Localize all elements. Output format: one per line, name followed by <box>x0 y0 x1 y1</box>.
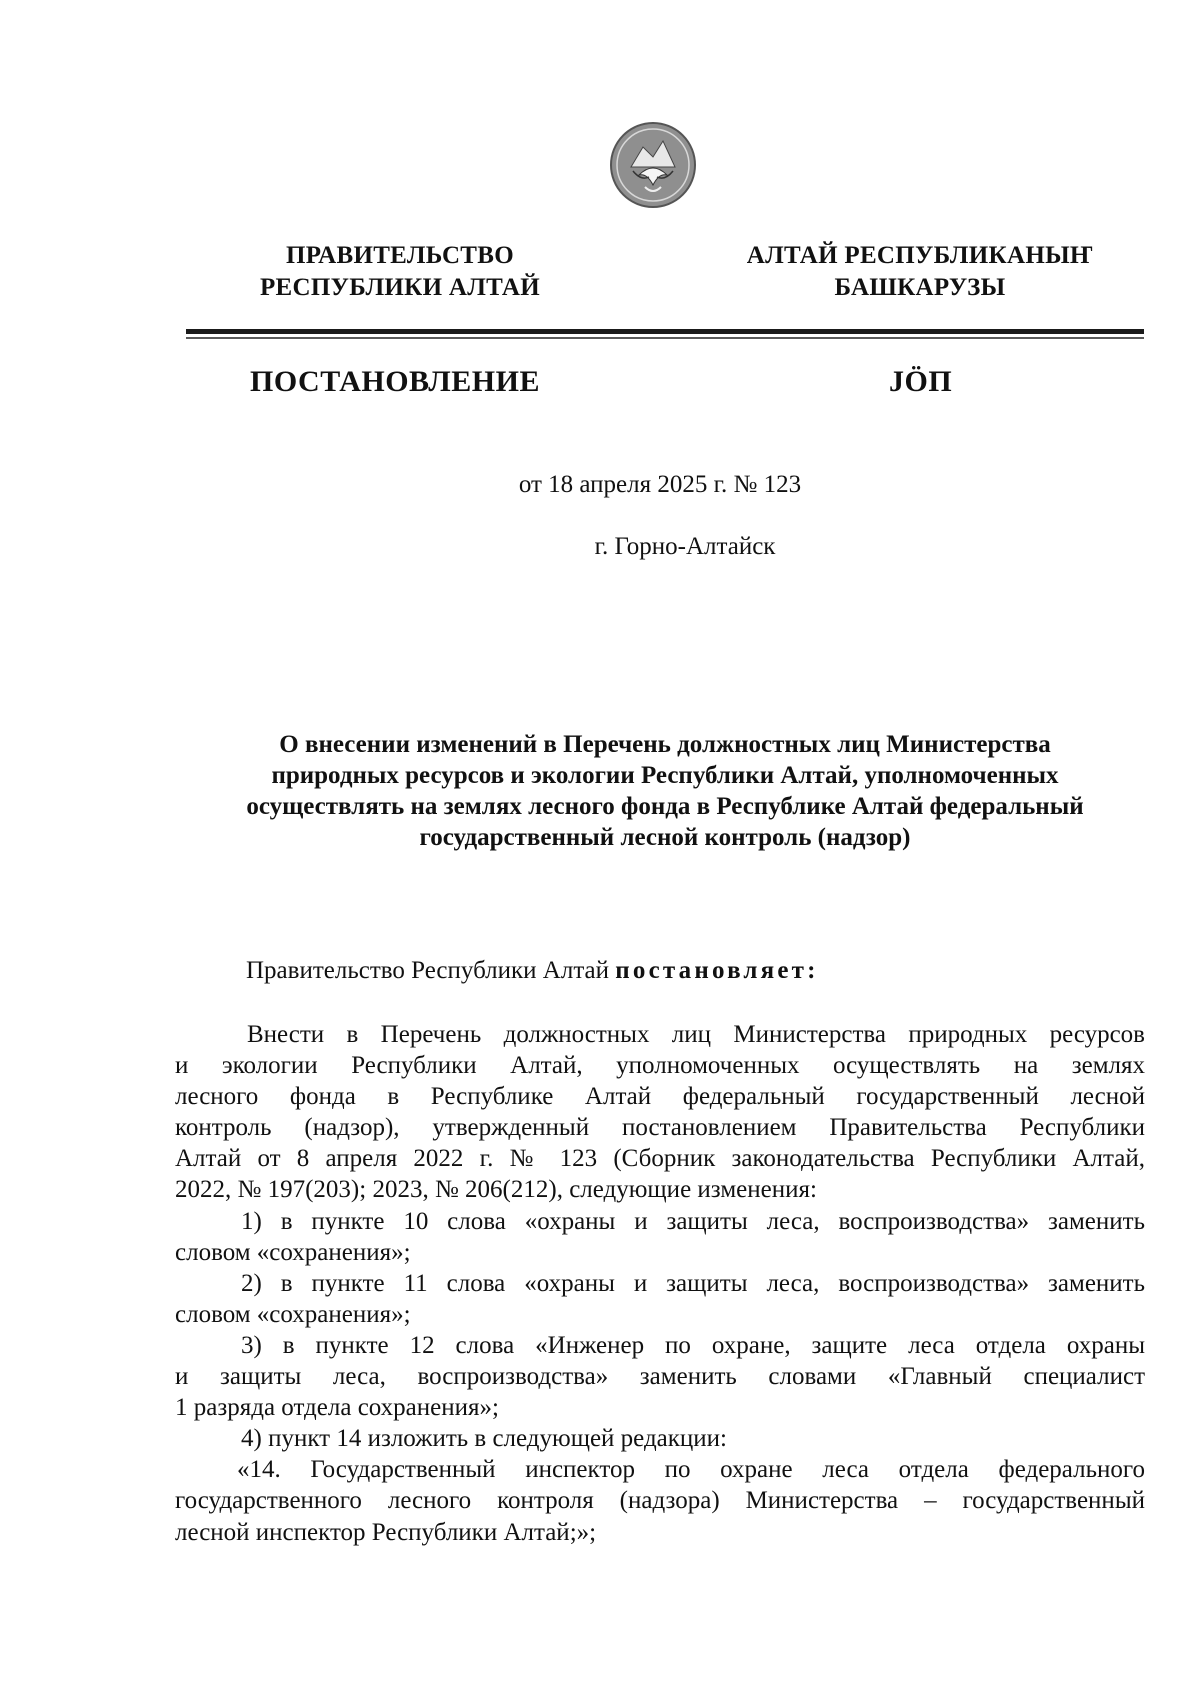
doc-type-russian: ПОСТАНОВЛЕНИЕ <box>250 365 540 398</box>
enacting-clause-text: Правительство Республики Алтай <box>246 957 616 984</box>
document-body <box>175 1019 1145 1548</box>
document-city: г. Горно-Алтайск <box>594 533 776 560</box>
body-line: 1 разряда отдела сохранения»; <box>175 1394 499 1422</box>
title-line: осуществлять на землях лесного фонда в Республике Алтай федеральный <box>246 793 1084 820</box>
body-line: словом «сохранения»; <box>175 1238 411 1266</box>
title-line: государственный лесной контроль (надзор) <box>419 824 911 851</box>
enacting-clause-keyword: постановляет: <box>615 957 819 984</box>
body-line: государственного лесного контроля (надзора) Министерства – государственный <box>175 1487 1145 1515</box>
document-title <box>186 729 1144 853</box>
body-line: 3) в пункте 12 слова «Инженер по охране, защите леса отдела охраны <box>241 1331 1145 1359</box>
header-left-line2: РЕСПУБЛИКИ АЛТАЙ <box>259 274 540 301</box>
body-line: контроль (надзор), утвержденный постановлением Правительства Республики <box>175 1114 1145 1142</box>
body-line: и защиты леса, воспроизводства» заменить словами «Главный специалист <box>175 1363 1145 1391</box>
header-right <box>730 240 1110 304</box>
body-line: 2022, № 197(203); 2023, № 206(212), следующие изменения: <box>175 1176 817 1204</box>
doc-type-altai: JӦП <box>889 365 953 398</box>
header-right-line2: БАШКАРУЗЫ <box>834 274 1006 301</box>
body-line: словом «сохранения»; <box>175 1300 411 1328</box>
header-left <box>235 240 565 304</box>
body-line: «14. Государственный инспектор по охране леса отдела федерального <box>237 1456 1145 1484</box>
enacting-clause <box>246 957 819 985</box>
body-line: Внести в Перечень должностных лиц Министерства природных ресурсов <box>247 1021 1145 1048</box>
body-line: 4) пункт 14 изложить в следующей редакции: <box>241 1425 727 1453</box>
title-line: природных ресурсов и экологии Республики Алтай, уполномоченных <box>271 762 1059 789</box>
republic-altai-coat-of-arms-icon <box>609 121 697 209</box>
body-line: и экологии Республики Алтай, уполномоченных осуществлять на землях <box>175 1052 1145 1080</box>
header-left-line1: ПРАВИТЕЛЬСТВО <box>286 242 514 269</box>
header-divider-thick <box>186 329 1144 334</box>
title-line: О внесении изменений в Перечень должностных лиц Министерства <box>279 731 1051 758</box>
body-line: Алтай от 8 апреля 2022 г. № 123 (Сборник законодательства Республики Алтай, <box>175 1145 1145 1173</box>
header-divider-thin <box>186 337 1144 339</box>
body-line: 1) в пункте 10 слова «охраны и защиты леса, воспроизводства» заменить <box>241 1207 1145 1235</box>
document-date-number: от 18 апреля 2025 г. № 123 <box>518 471 802 498</box>
body-line: лесной инспектор Республики Алтай;»; <box>175 1518 597 1546</box>
body-line: 2) в пункте 11 слова «охраны и защиты леса, воспроизводства» заменить <box>241 1269 1145 1297</box>
header-right-line1: АЛТАЙ РЕСПУБЛИКАНЫҤ <box>746 242 1094 269</box>
body-line: лесного фонда в Республике Алтай федеральный государственный лесной <box>175 1083 1145 1111</box>
